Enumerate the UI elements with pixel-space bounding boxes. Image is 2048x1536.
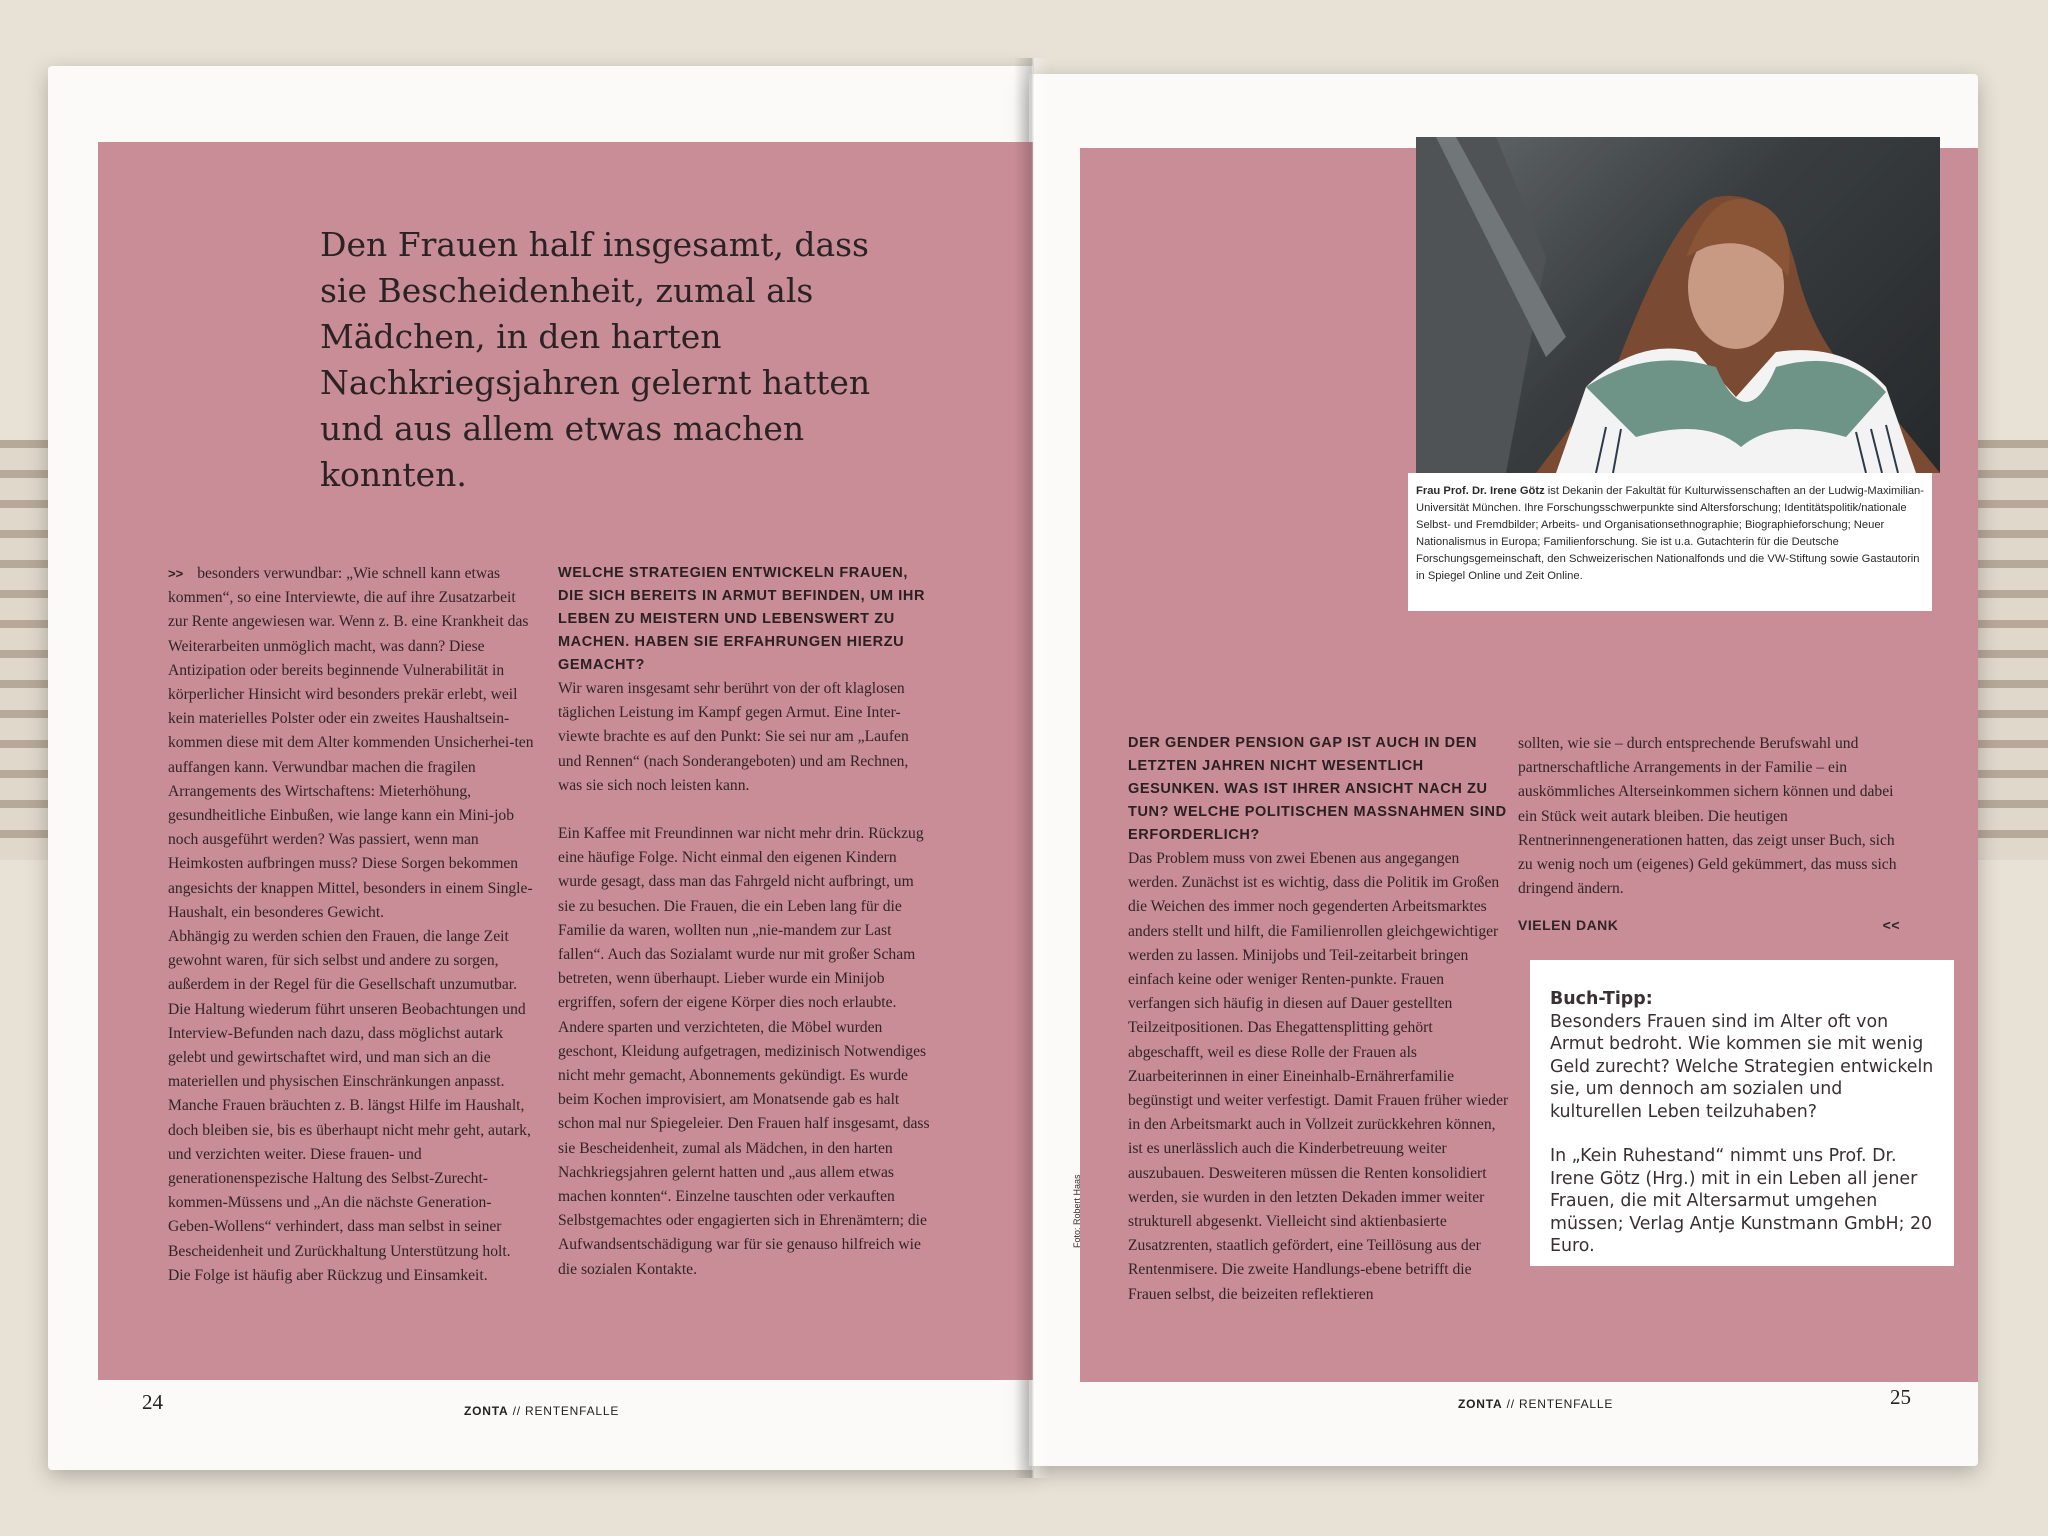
portrait-photo [1416, 137, 1940, 473]
interview-question-1: WELCHE STRATEGIEN ENTWICKELN FRAUEN, DIE SICH BEREITS IN ARMUT BEFINDEN, UM IHR LEBEN ZU MEISTERN UND LEBENSWERT ZU MACHEN. HABEN SIE ERFAHRUNGEN HIERZU GEMACHT? [558, 565, 926, 673]
page-number-left: 24 [142, 1390, 163, 1414]
spine-fold [1014, 58, 1050, 1478]
caption-name: Frau Prof. Dr. Irene Götz [1416, 485, 1545, 497]
closing-line [1518, 913, 1900, 937]
left-column-1 [168, 562, 536, 1288]
right-column-1 [1128, 732, 1510, 1307]
section-name-right: RENTENFALLE [1519, 1397, 1614, 1411]
section-name-left: RENTENFALLE [525, 1404, 620, 1418]
left-col1-para1: besonders verwundbar: „Wie schnell kann etwas kommen“, so eine Interviewte, die auf ihre Zusatzarbeit zur Rente angewiesen war. Wenn z. B. eine Krankheit das Weiterarbeiten unmöglich macht, was dann? Diese Antizipation oder bereits beginnende Vulnerabilität in körperlicher Hinsicht wird besonders prekär erlebt, weil kein materielles Polster oder ein zweites Haushaltsein-kommen diese mit dem Alter kommenden Unsicherhei-ten auffangen kann. Verwundbar machen die fragilen Arrangements des Wirtschaftens: Mieterhöhung, gesundheitliche Einbußen, wie lange kann ein Mini-job noch ausgeführt werden? Was passiert, wenn man Heimkosten aufbringen muss? Diese Sorgen bekommen angesichts der knappen Mittel, besonders in einem Single-Haushalt, ein besonderes Gewicht. [168, 565, 534, 921]
photo-credit: Foto: Robert Haas [1072, 1174, 1082, 1248]
left-col1-para2: Abhängig zu werden schien den Frauen, die lange Zeit gewohnt waren, für sich selbst und andere zu sorgen, außerdem in der Regel für die Gesellschaft unzumutbar. Die Haltung wiederum führt unseren Beobachtungen und Interview-Befunden nach dazu, dass möglichst autark gelebt und gewirtschaftet wird, und man sich an die materiellen und physischen Einschränkungen anpasst. Manche Frauen bräuchten z. B. längst Hilfe im Haushalt, doch bleiben sie, bis es überhaupt nicht mehr geht, autark, und verzichten weiter. Diese frauen- und generationenspezische Haltung des Selbst-Zurecht-kommen-Müssens und „An die nächste Generation-Geben-Wollens“ verhindert, dass man selbst in seiner Bescheidenheit und Zurückhaltung Unterstützung holt. Die Folge ist häufig aber Rückzug und Einsamkeit. [168, 928, 531, 1284]
separator-left: // [512, 1404, 521, 1418]
pull-quote: Den Frauen half insgesamt, dass sie Bescheidenheit, zumal als Mädchen, in den harten Nachkriegsjahren gelernt hatten und aus allem etwas machen konnten. [320, 225, 871, 494]
book-tip-para2: In „Kein Ruhestand“ nimmt uns Prof. Dr. Irene Götz (Hrg.) mit in ein Leben all jener Frauen, die mit Altersarmut umgehen müssen; Verlag Antje Kunstmann GmbH; 20 Euro. [1550, 1146, 1933, 1256]
left-col2-para1: Wir waren insgesamt sehr berührt von der oft klaglosen täglichen Leistung im Kampf gegen Armut. Eine Inter-viewte brachte es auf den Punkt: Sie sei nur am „Laufen und Rennen“ (nach Sonderangeboten) und am Rechnen, was sie sich noch leisten kann. [558, 680, 909, 794]
book-tip-title: Buch-Tipp: [1550, 989, 1653, 1009]
right-col2-para: sollten, wie sie – durch entsprechende Berufswahl und partnerschaftliche Arrangements in der Familie – ein auskömmliches Alterseinkommen sichern können und dabei ein Stück weit autark bleiben. Die heutigen Rentnerinnengenerationen hatten, das zeigt unser Buch, sich zu wenig noch um (eigenes) Geld gekümmert, das muss sich dringend ändern. [1518, 735, 1897, 898]
end-marker: << [1882, 917, 1900, 934]
closing-thanks: VIELEN DANK [1518, 917, 1619, 934]
magazine-name-left: ZONTA [464, 1404, 509, 1418]
portrait-illustration [1416, 137, 1940, 473]
left-column-2 [558, 562, 930, 1282]
right-column-2 [1518, 732, 1900, 938]
book-tip-box [1530, 960, 1954, 1266]
book-tip-para1: Besonders Frauen sind im Alter oft von Armut bedroht. Wie kommen sie mit wenig Geld zurecht? Welche Strategien entwickeln sie, um dennoch am sozialen und kulturellen Leben teilzuhaben? [1550, 1011, 1934, 1122]
page-number-right: 25 [1890, 1385, 1911, 1409]
left-col2-para2: Ein Kaffee mit Freundinnen war nicht mehr drin. Rückzug eine häufige Folge. Nicht einmal den eigenen Kindern wurde gesagt, dass man das Fahrgeld nicht aufbringt, um sie zu besuchen. Die Frauen, die ein Leben lang für die Familie da waren, wollten nun „nie-mandem zur Last fallen“. Auch das Sozialamt wurde nur mit großer Scham betreten, wenn überhaupt. Lieber wurde ein Minijob ergriffen, sofern der eigene Körper dies noch erlaubte. Andere sparten und verzichteten, die Möbel wurden geschont, Kleidung aufgetragen, medizinisch Notwendiges nicht mehr gemacht, Abonnements gekündigt. Es wurde beim Kochen improvisiert, am Monatsende gab es halt schon mal nur Spiegeleier. Den Frauen half insgesamt, dass sie Bescheidenheit, zumal als Mädchen, in den harten Nachkriegsjahren gelernt hatten und „aus allem etwas machen konnten“. Einzelne tauschten oder verkauften Selbstgemachtes oder engagierten sich in Ehrenämtern; die Aufwandsentschädigung war für sie genauso hilfreich wie die sozialen Kontakte. [558, 825, 930, 1278]
running-head-left [464, 1404, 619, 1418]
magazine-name-right: ZONTA [1458, 1397, 1503, 1411]
caption-text: ist Dekanin der Fakultät für Kulturwissenschaften an der Ludwig-Maximilian-Universität München. Ihre Forschungsschwerpunkte sind Altersforschung; Identitätspolitik/nationale Selbst- und Fremdbilder; Arbeits- und Organisationsethnographie; Biographieforschung; Neuer Nationalismus in Europa; Familienforschung. Sie ist u.a. Gutachterin für die Deutsche Forschungsgemeinschaft, den Schweizerischen Nationalfonds und die VW-Stiftung sowie Gastautorin in Spiegel Online und Zeit Online. [1416, 485, 1924, 582]
photo-caption [1408, 473, 1932, 611]
right-col1-para: Das Problem muss von zwei Ebenen aus angegangen werden. Zunächst ist es wichtig, dass die Politik im Großen die Weichen des immer noch gegenderten Arbeitsmarktes anders stellt und hilft, die Familienrollen gleichgewichtiger werden zu lassen. Minijobs und Teil-zeitarbeit bringen einfach keine oder weniger Renten-punkte. Frauen verfangen sich häufig in diesen auf Dauer gestellten Teilzeitpositionen. Das Ehegattensplitting gehört abgeschafft, weil es diese Rolle der Frauen als Zuarbeiterinnen in einer Eineinhalb-Ernährerfamilie begünstigt und weiter verfestigt. Damit Frauen früher wieder in den Arbeitsmarkt auch in Vollzeit zurückkehren können, ist es unerlässlich auch die Kinderbetreuung weiter auszubauen. Desweiteren müssen die Renten konsolidiert werden, sie wurden in den letzten Dekaden immer weiter strukturell abgesenkt. Vielleicht sind aktienbasierte Zusatzrenten, staatlich gefördert, eine Teillösung aus der Rentenmisere. Die zweite Handlungs-ebene betrifft die Frauen selbst, die beizeiten reflektieren [1128, 850, 1509, 1303]
start-marker: >> [168, 566, 184, 581]
separator-right: // [1506, 1397, 1515, 1411]
running-head-right [1458, 1397, 1613, 1411]
interview-question-2: DER GENDER PENSION GAP IST AUCH IN DEN LETZTEN JAHREN NICHT WESENTLICH GESUNKEN. WAS IST IHRER ANSICHT NACH ZU TUN? WELCHE POLITISCHEN MASSNAHMEN SIND ERFORDERLICH? [1128, 735, 1507, 843]
